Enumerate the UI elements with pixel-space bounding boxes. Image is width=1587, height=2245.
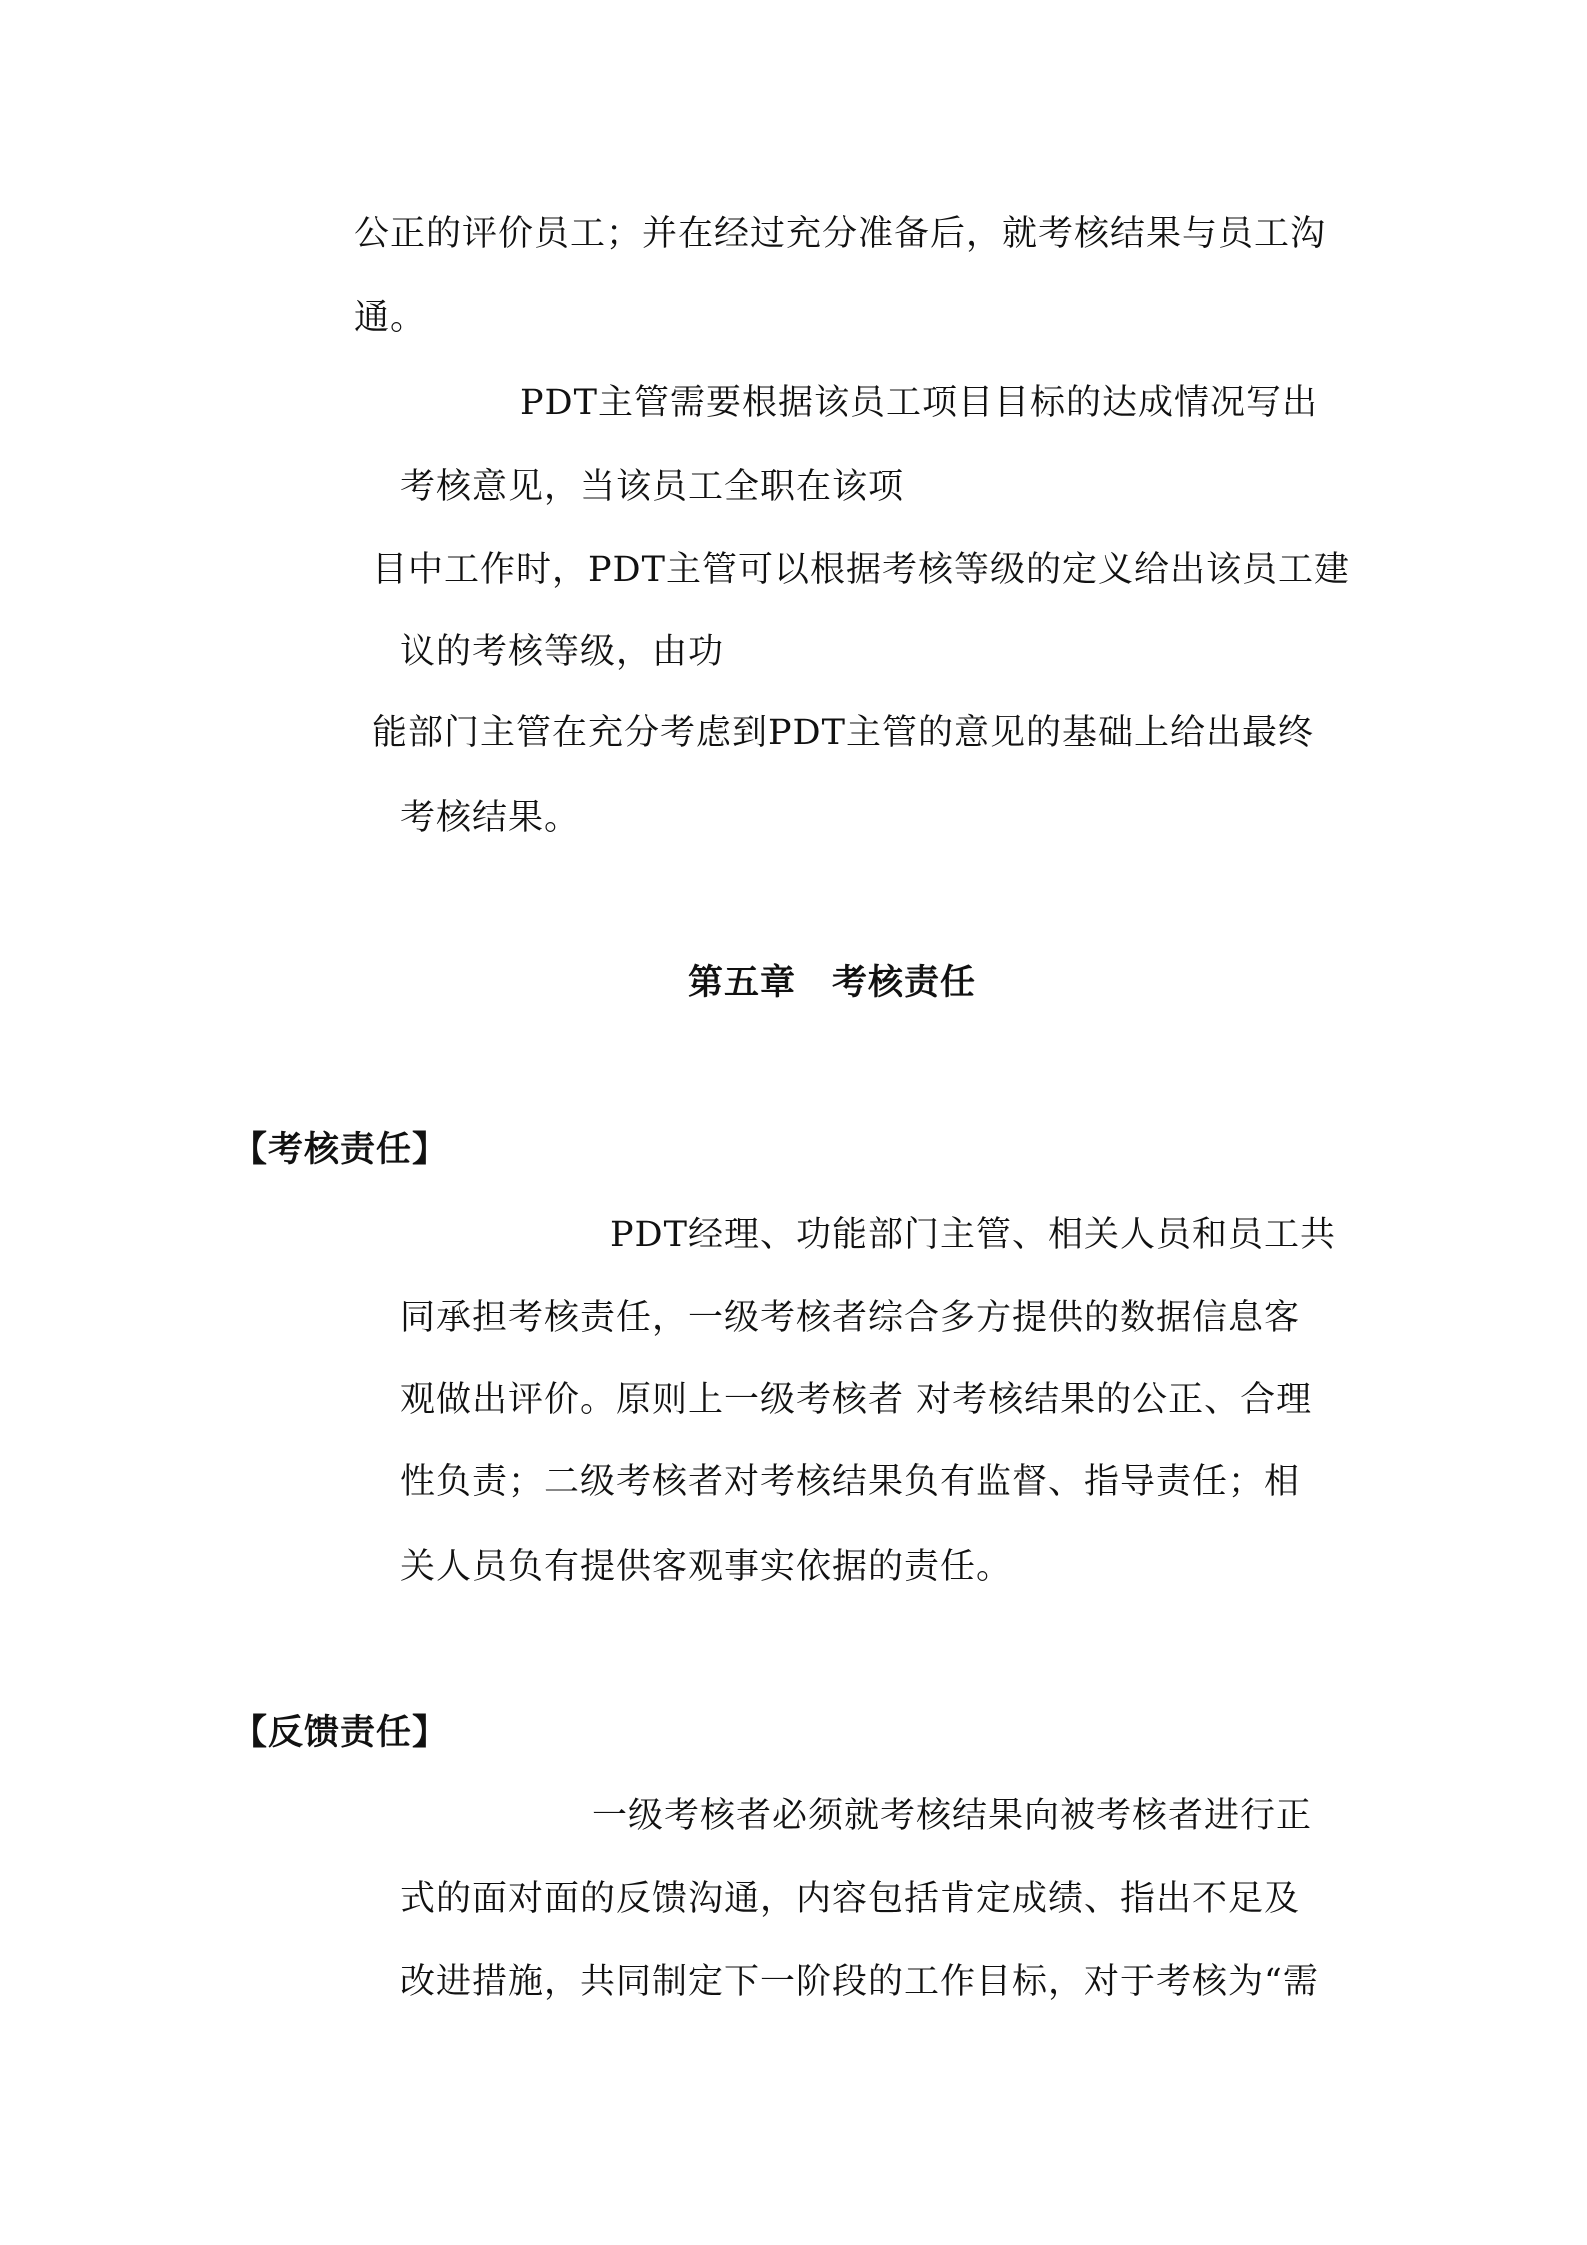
- paragraph-line: 议的考核等级，由功: [400, 632, 725, 672]
- paragraph-line: 通。: [354, 298, 427, 338]
- paragraph-line: 改进措施，共同制定下一阶段的工作目标，对于考核为“需: [400, 1962, 1319, 2002]
- section-heading-assessment: 【考核责任】: [232, 1130, 449, 1170]
- paragraph-line: 考核结果。: [400, 798, 581, 838]
- paragraph-line: 能部门主管在充分考虑到PDT主管的意见的基础上给出最终: [372, 713, 1314, 753]
- paragraph-line: PDT经理、功能部门主管、相关人员和员工共: [610, 1215, 1336, 1255]
- paragraph-line: 同承担考核责任，一级考核者综合多方提供的数据信息客: [400, 1298, 1301, 1338]
- paragraph-line: 性负责；二级考核者对考核结果负有监督、指导责任；相: [400, 1462, 1301, 1502]
- section-heading-feedback: 【反馈责任】: [232, 1713, 449, 1753]
- paragraph-line: 考核意见，当该员工全职在该项: [400, 467, 905, 507]
- paragraph-line: 一级考核者必须就考核结果向被考核者进行正: [592, 1796, 1313, 1836]
- paragraph-line: 关人员负有提供客观事实依据的责任。: [400, 1547, 1013, 1587]
- paragraph-line: 式的面对面的反馈沟通，内容包括肯定成绩、指出不足及: [400, 1879, 1301, 1919]
- paragraph-line: PDT主管需要根据该员工项目目标的达成情况写出: [520, 383, 1318, 423]
- chapter-title: 第五章 考核责任: [688, 963, 977, 1003]
- paragraph-line: 观做出评价。原则上一级考核者 对考核结果的公正、合理: [400, 1380, 1313, 1420]
- paragraph-line: 公正的评价员工；并在经过充分准备后，就考核结果与员工沟: [354, 214, 1327, 254]
- paragraph-line: 目中工作时，PDT主管可以根据考核等级的定义给出该员工建: [372, 550, 1350, 590]
